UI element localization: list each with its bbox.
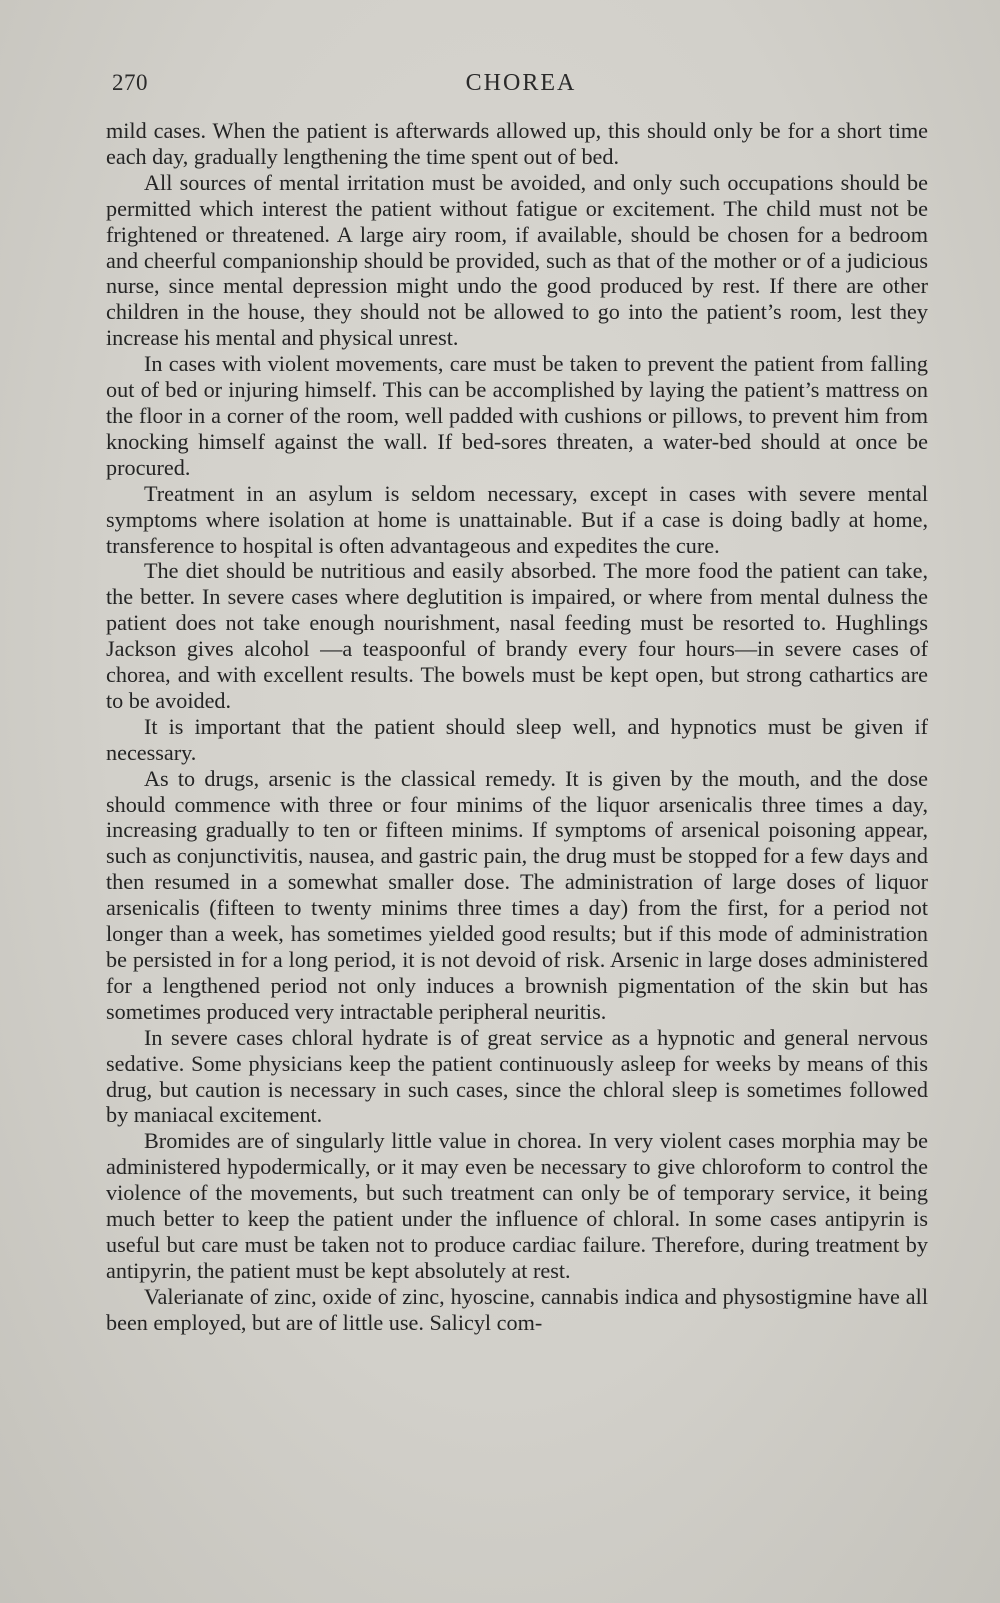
paragraph: Bromides are of singularly little value in chorea. In very violent cases morphia may be administered hypodermically, or it may even be necessary to give chloroform to control the violence of the movements, but such treatment can only be of temporary service, it being much better to keep the patient under the influence of chloral. In some cases antipyrin is useful but care must be taken not to produce cardiac failure. Therefore, during treatment by antipyrin, the patient must be kept absolutely at rest. [106, 1128, 928, 1283]
paragraph: As to drugs, arsenic is the classical remedy. It is given by the mouth, and the dose should commence with three or four minims of the liquor arsenicalis three times a day, increasing gradually to ten or fifteen minims. If symptoms of arsenical poisoning appear, such as conjunctivitis, nausea, and gastric pain, the drug must be stopped for a few days and then resumed in a somewhat smaller dose. The administration of large doses of liquor arsenicalis (fifteen to twenty minims three times a day) from the first, for a period not longer than a week, has sometimes yielded good results; but if this mode of administration be persisted in for a long period, it is not devoid of risk. Arsenic in large doses administered for a lengthened period not only induces a brownish pigmentation of the skin but has sometimes produced very intractable peripheral neuritis. [106, 765, 928, 1024]
page-header [112, 68, 930, 104]
paragraph: All sources of mental irritation must be avoided, and only such occupations should be permitted which interest the patient without fatigue or excitement. The child must not be frightened or threatened. A large airy room, if available, should be chosen for a bedroom and cheerful companionship should be provided, such as that of the mother or of a judicious nurse, since mental depression might undo the good produced by rest. If there are other children in the house, they should not be allowed to go into the patient’s room, lest they increase his mental and physical unrest. [106, 169, 928, 351]
paragraph: Valerianate of zinc, oxide of zinc, hyoscine, cannabis indica and physostigmine have all been employed, but are of little use. Salicyl com- [106, 1283, 928, 1335]
paragraph: In cases with violent movements, care must be taken to prevent the patient from falling out of bed or injuring himself. This can be accomplished by laying the patient’s mattress on the floor in a corner of the room, well padded with cushions or pillows, to prevent him from knocking himself against the wall. If bed-sores threaten, a water-bed should at once be procured. [106, 351, 928, 480]
paragraph: It is important that the patient should sleep well, and hypnotics must be given if necessary. [106, 713, 928, 765]
paragraph: The diet should be nutritious and easily absorbed. The more food the patient can take, the better. In severe cases where deglutition is impaired, or where from mental dulness the patient does not take enough nourishment, nasal feeding must be resorted to. Hughlings Jackson gives alcohol —a teaspoonful of brandy every four hours—in severe cases of chorea, and with excellent results. The bowels must be kept open, but strong cathartics are to be avoided. [106, 558, 928, 713]
page-number: 270 [112, 70, 148, 95]
running-head: CHOREA [465, 70, 577, 96]
paragraph: mild cases. When the patient is afterwards allowed up, this should only be for a short time each day, gradually lengthening the time spent out of bed. [106, 118, 928, 169]
paragraph: In severe cases chloral hydrate is of great service as a hypnotic and general nervous sedative. Some physicians keep the patient continuously asleep for weeks by means of this drug, but caution is necessary in such cases, since the chloral sleep is sometimes followed by maniacal excitement. [106, 1024, 928, 1128]
paragraph: Treatment in an asylum is seldom necessary, except in cases with severe mental symptoms where isolation at home is unattainable. But if a case is doing badly at home, transference to hospital is often advantageous and expedites the cure. [106, 480, 928, 558]
body-text [106, 118, 928, 1336]
